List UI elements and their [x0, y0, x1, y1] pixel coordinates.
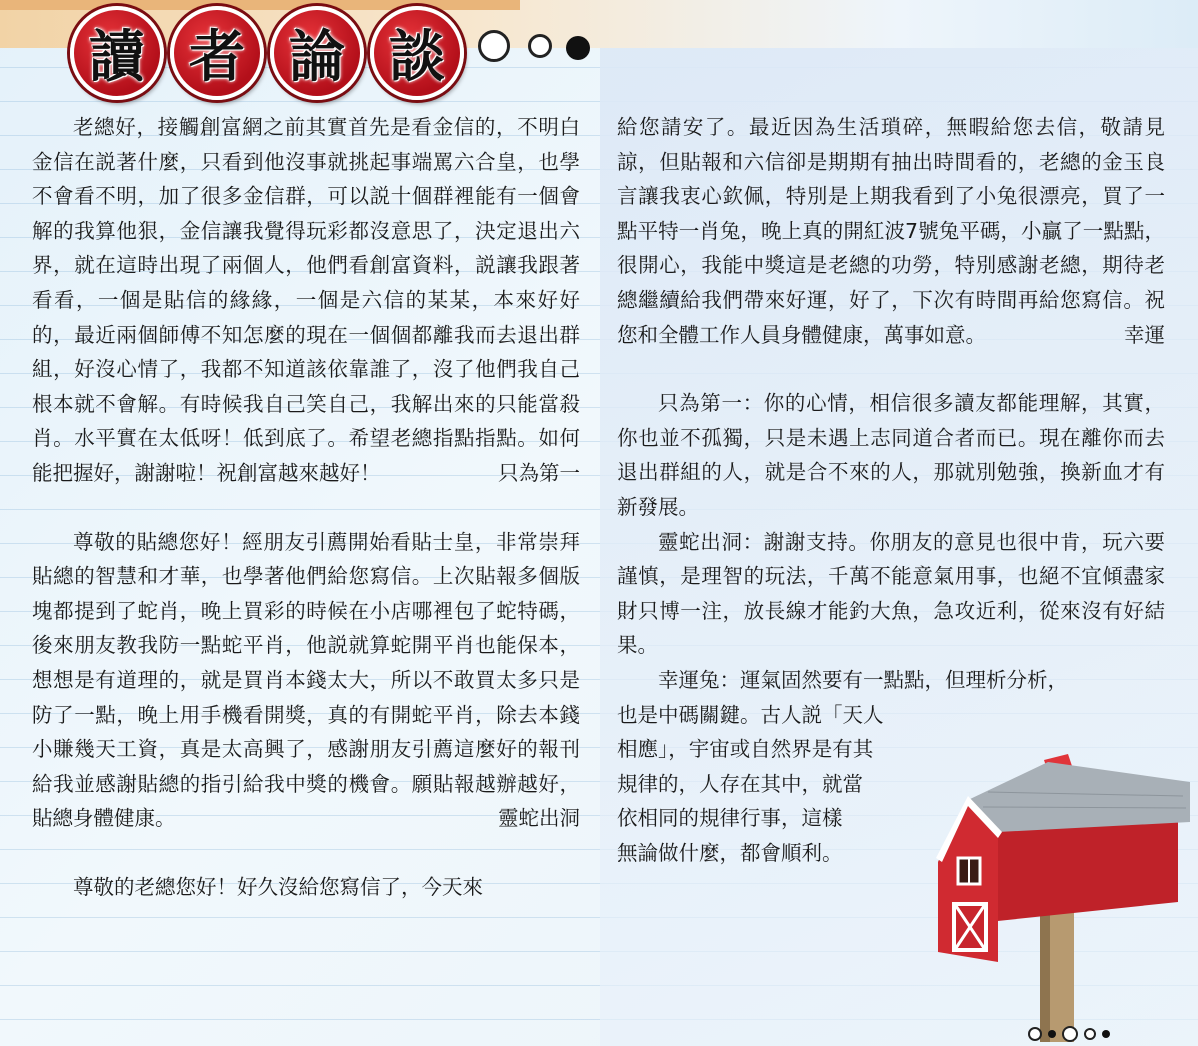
reply-3-first-line: 幸運兔：運氣固然要有一點點，但理析分析，	[658, 667, 1068, 692]
section-title	[70, 6, 464, 92]
barn-mailbox-icon	[928, 752, 1194, 1042]
reply-3-line: 也是中碼關鍵。古人説「天人	[617, 702, 884, 727]
reply-1: 只為第一：你的心情，相信很多讀友都能理解，其實，你也並不孤獨，只是未遇上志同道合者而已。現在離你而去退出群組的人，就是合不來的人，那就別勉強，換新血才有新發展。	[617, 391, 1165, 519]
dot-icon	[1102, 1030, 1110, 1038]
dot-icon	[1028, 1027, 1042, 1041]
title-char-2: 者	[170, 6, 264, 100]
reply-3-line: 依相同的規律行事，這樣	[617, 806, 843, 831]
letter-1-signature: 只為第一	[498, 460, 580, 485]
decor-dot-filled-icon	[566, 36, 590, 60]
reply-3-line: 規律的，人存在其中，就當	[617, 771, 863, 796]
letter-2-text: 尊敬的貼總您好！經朋友引薦開始看貼士皇，非常崇拜貼總的智慧和才華，也學著他們給您寫信。上次貼報多個版塊都提到了蛇肖，晚上買彩的時候在小店哪裡包了蛇特碼，後來朋友教我防一點蛇平肖，他説就算蛇開平肖也能保本，想想是有道理的，就是買肖本錢太大，所以不敢買太多只是防了一點，晚上用手機看開獎，真的有開蛇平肖，除去本錢小賺幾天工資，真是太高興了，感謝朋友引薦這麼好的報刊給我並感謝貼總的指引給我中獎的機會。願貼報越辦越好，貼總身體健康。	[32, 529, 580, 831]
letter-3-continuation: 給您請安了。最近因為生活瑣碎，無暇給您去信，敬請見諒，但貼報和六信卻是期期有抽出時間看的，老總的金玉良言讓我衷心欽佩，特別是上期我看到了小兔很漂亮，買了一點平特一肖兔，晚上真的開紅波7號兔平碼，小贏了一點點，很開心，我能中獎這是老總的功勞，特別感謝老總，期待老總繼續給我們帶來好運，好了，下次有時間再給您寫信。祝您和全體工作人員身體健康，萬事如意。	[617, 115, 1165, 347]
dot-icon	[1048, 1030, 1056, 1038]
title-char-1: 讀	[70, 6, 164, 100]
left-column	[32, 110, 580, 904]
reply-3-line: 相應」，宇宙或自然界是有其	[617, 737, 874, 762]
title-char-4: 談	[370, 6, 464, 100]
reply-2: 靈蛇出洞：謝謝支持。你朋友的意見也很中肯，玩六要謹慎，是理智的玩法，千萬不能意氣用事，也絕不宜傾盡家財只博一注，放長線才能釣大魚，急攻近利，從來沒有好結果。	[617, 529, 1165, 658]
letter-3-opening: 尊敬的老總您好！好久沒給您寫信了，今天來	[73, 874, 483, 899]
decor-dot-small-icon	[528, 34, 552, 58]
letter-1-text: 老總好，接觸創富網之前其實首先是看金信的，不明白金信在説著什麼，只看到他沒事就挑起事端罵六合皇，也學不會看不明，加了很多金信群，可以説十個群裡能有一個會解的我算他狠，金信讓我覺得玩彩都沒意思了，決定退出六界，就在這時出現了兩個人，他們看創富資料，説讓我跟著看看，一個是貼信的緣緣，一個是六信的某某，本來好好的，最近兩個師傅不知怎麼的現在一個個都離我而去退出群組，好沒心情了，我都不知道該依靠誰了，沒了他們我自己根本就不會解。有時候我自己笑自己，我解出來的只能當殺肖。水平實在太低呀！低到底了。希望老總指點指點。如何能把握好，謝謝啦！祝創富越來越好！	[32, 115, 580, 485]
reply-3-line: 無論做什麼，都會順利。	[617, 840, 843, 865]
letter-2-signature: 靈蛇出洞	[498, 806, 580, 831]
bottom-decor-dots	[1028, 1026, 1110, 1042]
decor-dot-large-icon	[478, 30, 510, 62]
dot-icon	[1084, 1028, 1096, 1040]
letter-3-signature: 幸運	[1124, 322, 1165, 347]
title-char-3: 論	[270, 6, 364, 100]
dot-icon	[1062, 1026, 1078, 1042]
